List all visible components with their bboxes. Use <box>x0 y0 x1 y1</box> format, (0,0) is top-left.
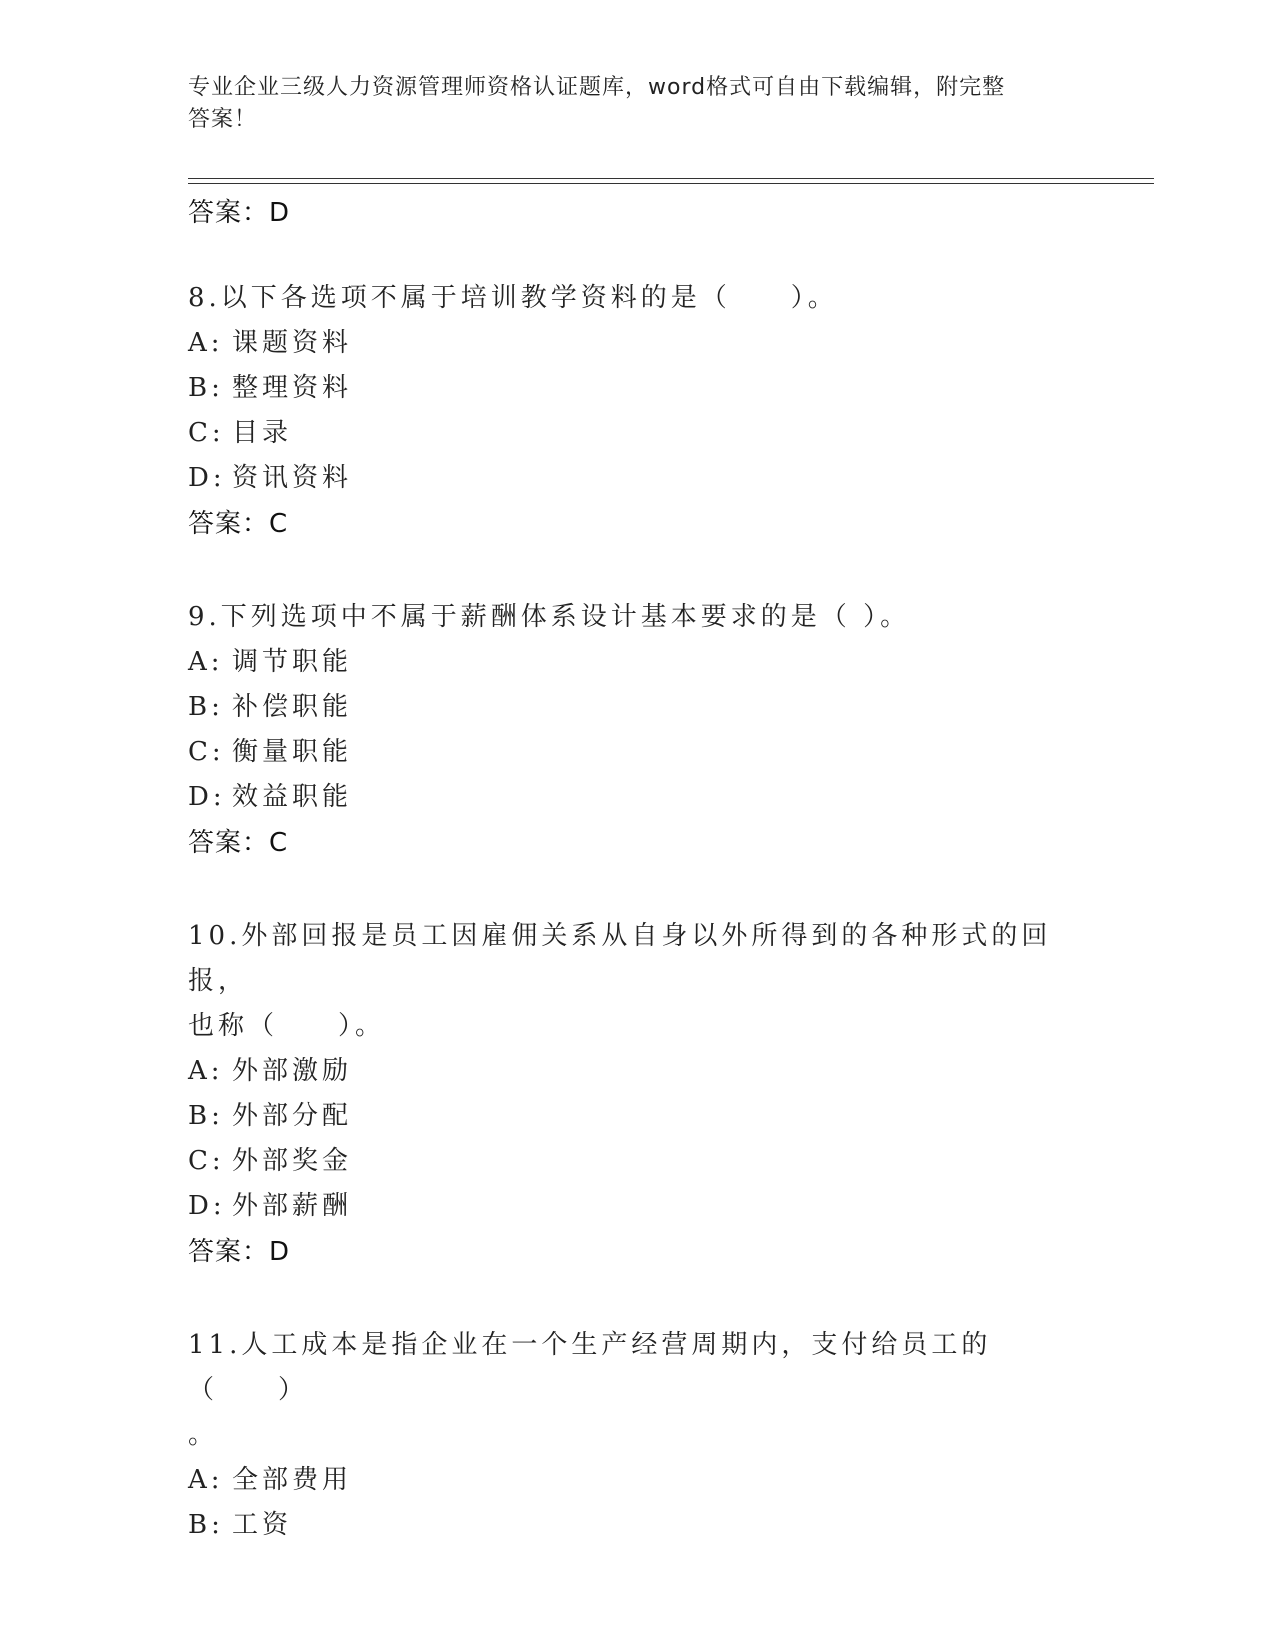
option-a <box>188 1458 1088 1503</box>
option-label: C: <box>188 418 225 448</box>
header-divider-bottom <box>188 183 1154 184</box>
option-text: 课题资料 <box>232 328 353 358</box>
option-text: 外部薪酬 <box>232 1191 353 1221</box>
option-label: B: <box>188 373 224 403</box>
option-a <box>188 1049 1088 1094</box>
option-text: 整理资料 <box>232 373 353 403</box>
option-b <box>188 685 1088 730</box>
option-b <box>188 1503 1088 1548</box>
header-divider-top <box>188 178 1154 179</box>
option-b <box>188 366 1088 411</box>
option-text: 外部激励 <box>232 1056 353 1086</box>
option-label: A: <box>188 1465 224 1495</box>
answer-line: 答案：C <box>188 828 289 858</box>
option-label: C: <box>188 737 225 767</box>
question-stem-line: 。 <box>188 1420 219 1450</box>
question-stem <box>188 595 1088 640</box>
option-label: B: <box>188 692 224 722</box>
question-stem <box>188 276 1088 321</box>
option-c <box>188 411 1088 456</box>
option-label: C: <box>188 1146 225 1176</box>
option-c <box>188 730 1088 775</box>
option-text: 衡量职能 <box>232 737 353 767</box>
option-label: D: <box>188 1191 226 1221</box>
option-label: B: <box>188 1510 224 1540</box>
question-stem-line: 也称（ ）。 <box>188 1011 386 1041</box>
question-stem-line: 11.人工成本是指企业在一个生产经营周期内，支付给员工的（ ） <box>188 1330 992 1405</box>
option-b <box>188 1094 1088 1139</box>
option-d <box>188 775 1088 820</box>
option-label: D: <box>188 463 226 493</box>
option-a <box>188 640 1088 685</box>
question-stem <box>188 914 1088 1049</box>
question-stem-line: 9.下列选项中不属于薪酬体系设计基本要求的是（ ）。 <box>188 602 911 632</box>
option-text: 工资 <box>232 1510 293 1540</box>
header-line-1: 专业企业三级人力资源管理师资格认证题库，word格式可自由下载编辑，附完整 <box>188 75 1006 100</box>
question-stem-line: 10.外部回报是员工因雇佣关系从自身以外所得到的各种形式的回报， <box>188 921 1052 996</box>
option-label: A: <box>188 1056 224 1086</box>
option-label: B: <box>188 1101 224 1131</box>
answer-line: 答案：D <box>188 1237 291 1267</box>
option-text: 全部费用 <box>232 1465 353 1495</box>
option-text: 补偿职能 <box>232 692 353 722</box>
option-text: 效益职能 <box>232 782 353 812</box>
answer-line: 答案：C <box>188 509 289 539</box>
question-block <box>188 914 1088 1273</box>
question-list <box>188 192 1088 1548</box>
option-text: 调节职能 <box>232 647 353 677</box>
question-block <box>188 276 1088 545</box>
question-block <box>188 1323 1088 1548</box>
question-block <box>188 595 1088 864</box>
question-stem-line: 8.以下各选项不属于培训教学资料的是（ ）。 <box>188 283 838 313</box>
option-d <box>188 1184 1088 1229</box>
option-label: D: <box>188 782 226 812</box>
option-text: 外部奖金 <box>232 1146 353 1176</box>
option-text: 目录 <box>232 418 293 448</box>
document-header <box>188 72 1068 136</box>
option-text: 外部分配 <box>232 1101 353 1131</box>
question-stem <box>188 1323 1088 1458</box>
option-d <box>188 456 1088 501</box>
answer-line: 答案：D <box>188 198 291 228</box>
option-text: 资讯资料 <box>232 463 353 493</box>
option-label: A: <box>188 328 224 358</box>
header-line-2: 答案！ <box>188 107 258 132</box>
option-a <box>188 321 1088 366</box>
option-label: A: <box>188 647 224 677</box>
option-c <box>188 1139 1088 1184</box>
